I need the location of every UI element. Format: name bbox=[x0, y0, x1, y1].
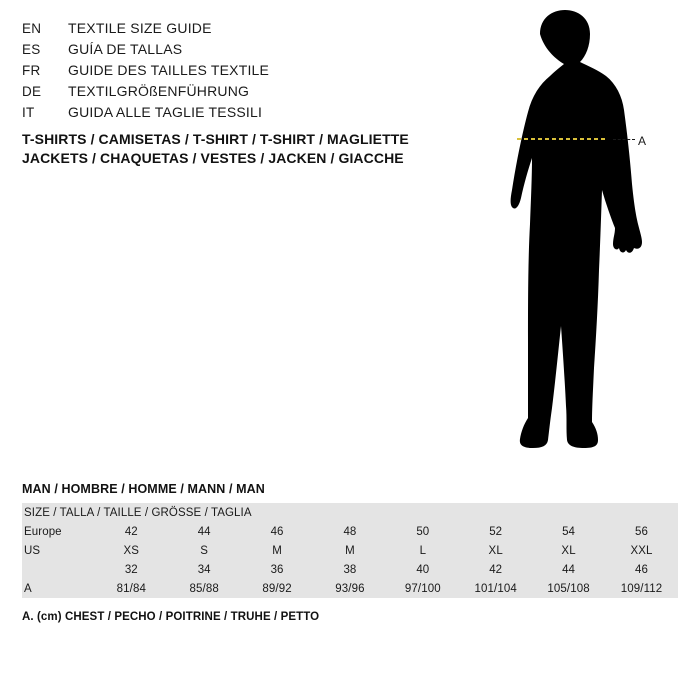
cell: 56 bbox=[605, 522, 678, 541]
language-code: DE bbox=[22, 84, 42, 99]
language-row bbox=[22, 20, 452, 41]
cell: 38 bbox=[314, 560, 387, 579]
category-block bbox=[22, 130, 462, 168]
table-row bbox=[22, 560, 678, 579]
measure-leader-line bbox=[613, 139, 635, 140]
gender-heading: MAN / HOMBRE / HOMME / MANN / MAN bbox=[22, 482, 265, 496]
language-code: EN bbox=[22, 21, 42, 36]
cell: XXL bbox=[605, 541, 678, 560]
cell: M bbox=[314, 541, 387, 560]
table-footnote: A. (cm) CHEST / PECHO / POITRINE / TRUHE / PETTO bbox=[22, 611, 320, 623]
language-row bbox=[22, 62, 452, 83]
cell: 52 bbox=[459, 522, 532, 541]
cell: 101/104 bbox=[459, 579, 532, 598]
category-line-jackets: JACKETS / CHAQUETAS / VESTES / JACKEN / GIACCHE bbox=[22, 150, 404, 166]
row-label: US bbox=[22, 541, 95, 560]
cell: 42 bbox=[459, 560, 532, 579]
cell: 34 bbox=[168, 560, 241, 579]
size-table-section bbox=[22, 482, 678, 623]
cell: 85/88 bbox=[168, 579, 241, 598]
cell: 36 bbox=[241, 560, 314, 579]
language-title: TEXTILGRÖßENFÜHRUNG bbox=[68, 83, 250, 99]
language-code: ES bbox=[22, 42, 41, 57]
language-title: GUIDE DES TAILLES TEXTILE bbox=[68, 62, 270, 78]
cell: 81/84 bbox=[95, 579, 168, 598]
table-header-row bbox=[22, 503, 678, 522]
cell: L bbox=[386, 541, 459, 560]
cell: 42 bbox=[95, 522, 168, 541]
language-row bbox=[22, 104, 452, 125]
language-title: TEXTILE SIZE GUIDE bbox=[68, 20, 212, 36]
cell: 46 bbox=[605, 560, 678, 579]
cell: 46 bbox=[241, 522, 314, 541]
language-header-block bbox=[22, 20, 452, 125]
table-header-label: SIZE / TALLA / TAILLE / GRÖSSE / TAGLIA bbox=[22, 503, 678, 522]
table-row bbox=[22, 522, 678, 541]
row-label: A bbox=[22, 579, 95, 598]
language-row bbox=[22, 41, 452, 62]
male-figure-illustration bbox=[470, 8, 670, 468]
cell: XL bbox=[459, 541, 532, 560]
cell: XS bbox=[95, 541, 168, 560]
cell: S bbox=[168, 541, 241, 560]
cell: XL bbox=[532, 541, 605, 560]
figure-svg bbox=[470, 8, 670, 468]
category-line-tshirts: T-SHIRTS / CAMISETAS / T-SHIRT / T-SHIRT / MAGLIETTE bbox=[22, 131, 409, 147]
row-label: Europe bbox=[22, 522, 95, 541]
cell: 54 bbox=[532, 522, 605, 541]
measure-label-a: A bbox=[638, 134, 647, 148]
cell: 89/92 bbox=[241, 579, 314, 598]
size-table bbox=[22, 503, 678, 598]
cell: 50 bbox=[386, 522, 459, 541]
cell: 105/108 bbox=[532, 579, 605, 598]
language-code: IT bbox=[22, 105, 35, 120]
cell: 109/112 bbox=[605, 579, 678, 598]
cell: 32 bbox=[95, 560, 168, 579]
cell: 97/100 bbox=[386, 579, 459, 598]
cell: 44 bbox=[168, 522, 241, 541]
cell: 93/96 bbox=[314, 579, 387, 598]
cell: 44 bbox=[532, 560, 605, 579]
cell: M bbox=[241, 541, 314, 560]
cell: 40 bbox=[386, 560, 459, 579]
language-code: FR bbox=[22, 63, 41, 78]
row-label bbox=[22, 560, 95, 579]
table-row bbox=[22, 541, 678, 560]
cell: 48 bbox=[314, 522, 387, 541]
language-row bbox=[22, 83, 452, 104]
language-title: GUÍA DE TALLAS bbox=[68, 41, 183, 57]
table-row bbox=[22, 579, 678, 598]
language-title: GUIDA ALLE TAGLIE TESSILI bbox=[68, 104, 263, 120]
